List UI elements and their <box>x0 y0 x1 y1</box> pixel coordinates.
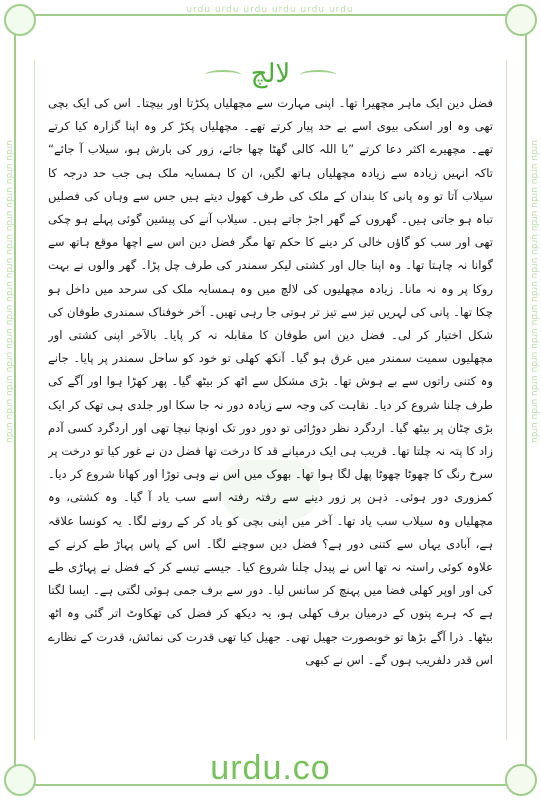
divider <box>34 60 35 740</box>
story-body: فضل دین ایک ماہر مچھیرا تھا۔ اپنی مہارت سے مچھلیاں پکڑتا اور بیچتا۔ اس کی ایک بچی تھی وہ اور اسکی بیوی اسے بے حد پیار کرتے تھے۔ مچھلیاں پکڑ کر وہ اپنا گزارہ کیا کرتے تھے۔ مچھیرے اکثر دعا کرتے ”یا اللہ کالی گھٹا چھا جائے، زور کی بارش ہو، سیلاب آ جائے“ تاکہ انہیں زیادہ سے زیادہ مچھلیاں ہاتھ لگیں، ان کا ہمسایہ ملک ہی جب حد درجہ کا سیلاب آتا تو وہ پانی کا بندان کے ملک کی طرف کھول دیتے ہیں جس سے وہاں کی فصلیں تباہ ہو جاتی ہیں۔ گھروں کے گھر اجڑ جاتے ہیں۔ سیلاب آنے کی پیشین گوئی پہلے ہو چکی تھی اور سب کو گاؤں خالی کر دینے کا حکم تھا مگر فضل دین اس سے اچھا موقع ہاتھ سے گوانا نہ چاہتا تھا۔ وہ اپنا جال اور کشتی لیکر سمندر کی طرف چل پڑا۔ گھر والوں نے بہت روکا پر وہ نہ مانا۔ زیادہ مچھلیوں کی لالچ میں وہ ہمسایہ ملک کی سرحد میں داخل ہو چکا تھا۔ پانی کی لہریں تیز سے تیز تر ہوتی جا رہی تھیں۔ آخر خوفناک سمندری طوفان کی شکل اختیار کر لی۔ فضل دین اس طوفان کا مقابلہ نہ کر پایا۔ بالآخر اپنی کشتی اور مچھلیوں سمیت سمندر میں غرق ہو گیا۔ آنکھ کھلی تو خود کو ساحل سمندر پر پایا۔ جانے وہ کتنی راتوں سے بے ہوش تھا۔ بڑی مشکل سے اٹھ کر بیٹھ گیا۔ پھر کھڑا ہوا اور آگے کی طرف چلنا شروع کر دیا۔ نقاہت کی وجہ سے زیادہ دور نہ جا سکا اور جلدی ہی تھک کر ایک بڑی چٹان پر بیٹھ گیا۔ اردگرد نظر دوڑائی تو دور دور تک اونچا نیچا تھی اور اردگرد کسی آدم زاد کا پتہ نہ چلتا تھا۔ قریب ہی ایک درمیانے قد کا درخت تھا فضل دن نے غور کیا تو درخت پر سرخ رنگ کا چھوٹا چھوٹا پھل لگا ہوا تھا۔ بھوک میں اس نے وہی توڑا اور کھانا شروع کر دیا۔ کمزوری دور ہوئی۔ ذہن پر زور دینے سے رفتہ رفتہ اسے سب یاد آ گیا۔ وہ کشتی، وہ مچھلیاں وہ سیلاب سب یاد تھا۔ آخر میں اپنی بچی کو یاد کر کے رونے لگا۔ یہ کونسا علاقہ ہے، آبادی یہاں سے کتنی دور ہے؟ فضل دین سوچنے لگا۔ اس کے پاس پہاڑ طے کرنے کے علاوہ کوئی راستہ نہ تھا اس نے پیدل چلنا شروع کیا۔ جیسے تیسے کر کے فضل نے پہاڑی طے کی اور اوپر کھلی فضا میں پہنچ کر سانس لیا۔ دور سے برف جمی ہوئی لگتی ہے۔ ایسا لگتا ہے کہ ہرے پتوں کے درمیان برف کھلی ہو، یہ دیکھ کر فضل کی تھکاوٹ اتر گئی وہ اٹھ بیٹھا۔ ذرا آگے بڑھا تو خوبصورت جھیل تھی۔ جھیل کیا تھی قدرت کی نمائش، قدرت کے نظارے اس قدر دلفریب ہوں گے۔ اس نے کبھی <box>48 96 493 667</box>
corner-ornament-icon <box>505 4 537 36</box>
corner-ornament-icon <box>4 4 36 36</box>
story-title: لالچ <box>250 59 291 89</box>
site-logo[interactable]: urdu.co <box>210 749 331 787</box>
watermark-top: urdu urdu urdu urdu urdu urdu <box>186 5 354 15</box>
watermark-left: urdu urdu urdu urdu urdu urdu urdu urdu urdu urdu urdu urdu urdu <box>4 140 14 443</box>
watermark-right: urdu urdu urdu urdu urdu urdu urdu urdu urdu urdu urdu urdu urdu <box>529 140 539 443</box>
divider <box>506 60 507 740</box>
